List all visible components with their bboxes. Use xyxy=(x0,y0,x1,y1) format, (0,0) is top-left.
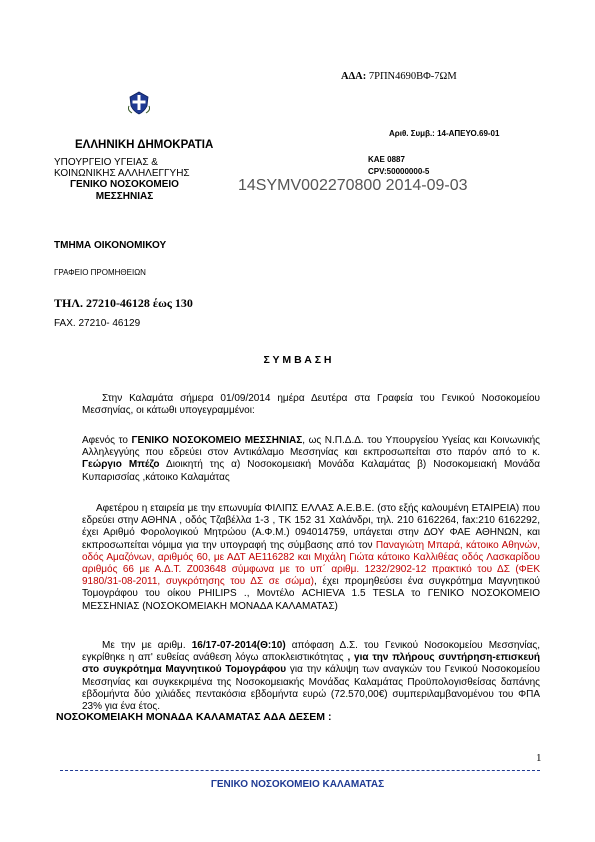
kae-code: ΚΑΕ 0887 xyxy=(368,155,405,164)
director-name: Γεώργιο Μπέζο xyxy=(82,459,160,471)
contract-number: Αριθ. Συμβ.: 14-ΑΠΕΥΟ.69-01 xyxy=(389,129,500,138)
budget-codes xyxy=(368,154,429,178)
party-hospital-name: ΓΕΝΙΚΟ ΝΟΣΟΚΟΜΕΙΟ ΜΕΣΣΗΝΙΑΣ xyxy=(131,435,303,446)
document-title: Σ Υ Μ Β Α Σ Η xyxy=(263,354,332,366)
ada-value: 7ΡΠΝ4690ΒΦ-7ΩΜ xyxy=(368,71,457,82)
maintenance-scope: , για την πλήρους συντήρηση-επισκευή στο συγκρότημα Μαγνητικού Τομογράφου xyxy=(82,652,540,676)
department-name: ΤΜΗΜΑ ΟΙΚΟΝΟΜΙΚΟΥ xyxy=(54,240,167,251)
greek-coat-of-arms-icon xyxy=(128,91,150,115)
hospital-line-2: ΜΕΣΣΗΝΙΑΣ xyxy=(95,191,154,202)
footer-divider xyxy=(60,770,540,771)
phone-line: ΤΗΛ. 27210-46128 έως 130 xyxy=(54,296,193,310)
party-company-text-a: Αφετέρου η εταιρεία με την επωνυμία ΦΙΛΙΠΣ ΕΛΛΑΣ Α.Ε.Β.Ε. (στο εξής καλουμένη ΕΤΑΙΡΕΙΑ) που εδρεύει στην ΑΘΗΝΑ , οδός Τζαβέλλα 1-3 , ΤΚ 152 31 Χαλάνδρι, τηλ. 210 6162264, fax:210 6162292, έχει Αριθμό Φορολογικού Μητρώου (Α.Φ.Μ.) 094014759, υπάγεται στην ΔΟΥ ΦΑΕ ΑΘΗΝΩΝ, και εκπροσωπείται νόμιμα για την υπογραφή της σύμβασης από τον xyxy=(82,503,540,551)
intro-paragraph: Στην Καλαμάτα σήμερα 01/09/2014 ημέρα Δευτέρα στα Γραφεία του Γενικού Νοσοκομείου Μεσσηνίας, οι κάτωθι υπογεγραμμένοι: xyxy=(82,393,540,417)
ada-label: ΑΔΑ: xyxy=(341,71,367,82)
party-hospital-text-e: Διοικητή της α) Νοσοκομειακή Μονάδα Καλαμάτας β) Νοσοκομειακή Μονάδα Κυπαρισσίας ,κάτοικο Καλαμάτας xyxy=(82,459,540,483)
party-hospital-text-c: , ως Ν.Π.Δ.Δ. του Υπουργείου Υγείας και Κοινωνικής Αλληλεγγύης που εδρεύει στον Αντικάλαμο Μεσσηνίας και εκπροσωπείται στο παρόν από το κ. xyxy=(82,435,540,459)
hospital-line-1: ΓΕΝΙΚΟ ΝΟΣΟΚΟΜΕΙΟ xyxy=(70,179,179,190)
fax-line: FAX. 27210- 46129 xyxy=(54,318,141,329)
party-hospital-paragraph xyxy=(82,435,540,484)
hospital-name xyxy=(62,179,187,203)
registration-stamp: 14SYMV002270800 2014-09-03 xyxy=(238,177,468,194)
party-hospital-text-a: Αφενός το xyxy=(82,435,132,446)
representatives-text: Παναγιώτη Μπαρά, κάτοικο Αθηνών, οδός Αμαζόνων, αριθμός 60, με ΑΔΤ ΑΕ116282 και Μιχάλη Γιώτα κάτοικο Καλλιθέας οδός Λασκαρίδου αριθμός 66 με Α.Δ.Τ. Ζ003648 σύμφωνα με το υπ΄ αριθμ. 1232/2902-12 πρακτικό του ΔΣ (ΦΕΚ 9180/31-08-2011, συγκρότησης του ΔΣ σε σώμα) xyxy=(82,539,540,588)
party-company-paragraph xyxy=(82,503,540,613)
decision-paragraph xyxy=(82,640,540,713)
ministry-line-2: ΚΟΙΝΩΝΙΚΗΣ ΑΛΛΗΛΕΓΓΥΗΣ xyxy=(54,168,190,179)
ministry-line-1: ΥΠΟΥΡΓΕΙΟ ΥΓΕΙΑΣ & xyxy=(54,157,158,168)
decision-number: 16/17-07-2014(Θ:10) xyxy=(191,640,286,651)
office-name: ΓΡΑΦΕΙΟ ΠΡΟΜΗΘΕΙΩΝ xyxy=(54,268,146,277)
republic-title: ΕΛΛΗΝΙΚΗ ΔΗΜΟΚΡΑΤΙΑ xyxy=(75,139,214,151)
ministry-name xyxy=(54,157,190,179)
ada-line xyxy=(341,71,457,82)
party-company-text-c: , έχει προμηθεύσει ένα συγκρότημα Μαγνητικού Τομογράφου του οίκου PHILIPS ., Μοντέλο ACHIEVA 1.5 TESLA το ΓΕΝΙΚΟ ΝΟΣΟΚΟΜΕΙΟ ΜΕΣΣΗΝΙΑΣ (ΝΟΣΟΚΟΜΕΙΑΚΗ ΜΟΝΑΔΑ ΚΑΛΑΜΑΤΑΣ) xyxy=(82,576,540,612)
decision-text-c: απόφαση Δ.Σ. του Γενικού Νοσοκομείου Μεσσηνίας, εγκρίθηκε η απ' ευθείας ανάθεση λόγω αποκλειστικότητας xyxy=(82,640,540,664)
footer-hospital-name: ΓΕΝΙΚΟ ΝΟΣΟΚΟΜΕΙΟ ΚΑΛΑΜΑΤΑΣ xyxy=(210,779,385,790)
cpv-code: CPV:50000000-5 xyxy=(368,167,430,176)
decision-text-e: για την κάλυψη των αναγκών του Γενικού Νοσοκομείου Μεσσηνίας και συγκεκριμένα της Νοσοκομειακής Μονάδας Καλαμάτας Προϋπολογισθείσας δαπάνης εβδομήντα δύο χιλιάδες πεντακόσια εβδομήντα ευρώ (72.570,00€) συμπεριλαμβανομένου του ΦΠΑ 23% για ένα έτος. xyxy=(82,664,540,713)
decision-text-a: Με την με αριθμ. xyxy=(102,640,192,651)
page-number: 1 xyxy=(536,752,542,764)
unit-ada-line: ΝΟΣΟΚΟΜΕΙΑΚΗ ΜΟΝΑΔΑ ΚΑΛΑΜΑΤΑΣ ΑΔΑ ΔΕΣΕΜ : xyxy=(56,711,332,723)
